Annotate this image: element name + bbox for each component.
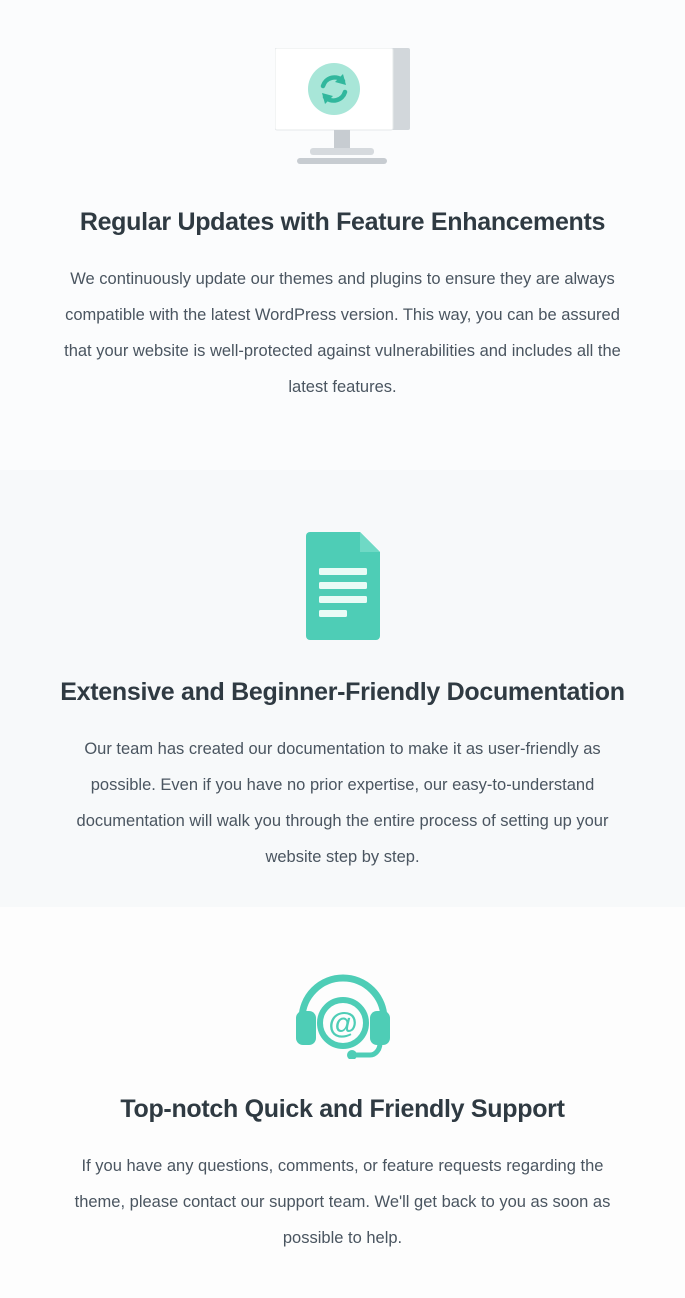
feature-title: Top-notch Quick and Friendly Support xyxy=(120,1095,565,1123)
feature-section-documentation xyxy=(0,470,685,907)
feature-title: Extensive and Beginner-Friendly Documentation xyxy=(60,678,625,706)
feature-title: Regular Updates with Feature Enhancements xyxy=(79,208,606,236)
monitor-sync-icon xyxy=(275,48,410,168)
feature-section-updates xyxy=(0,0,685,470)
feature-section-support xyxy=(0,907,685,1298)
headset-support-icon xyxy=(294,959,392,1059)
feature-description: We continuously update our themes and plugins to ensure they are always compatible with the latest WordPress version. This way, you can be assured that your website is well-protected against vulnerabilities and includes all the latest features. xyxy=(64,269,621,396)
feature-description: Our team has created our documentation to make it as user-friendly as possible. Even if you have no prior expertise, our easy-to-understand documentation will walk you through the entire process of setting up your website step by step. xyxy=(76,739,609,866)
document-lines-icon xyxy=(306,532,380,640)
feature-description: If you have any questions, comments, or feature requests regarding the theme, please contact our support team. We'll get back to you as soon as possible to help. xyxy=(74,1156,611,1247)
svg-text:@: @ xyxy=(327,1007,358,1040)
